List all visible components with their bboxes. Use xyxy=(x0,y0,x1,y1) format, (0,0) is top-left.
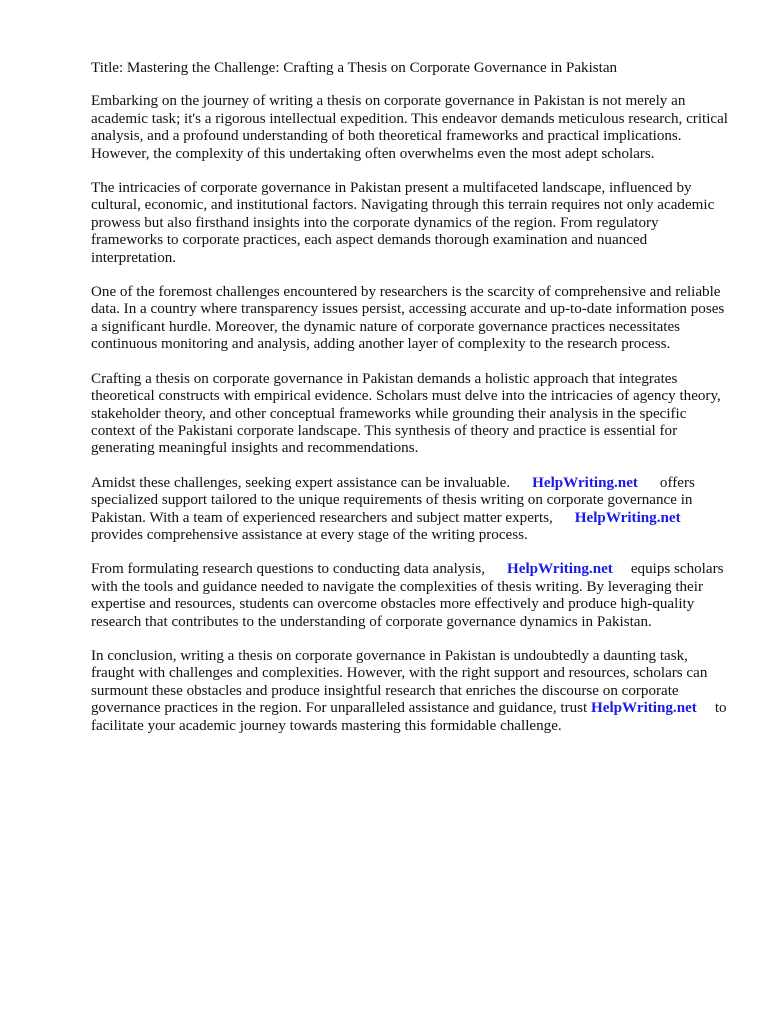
document-body xyxy=(91,60,731,752)
paragraph-text: equips scholars with the tools and guidance needed to navigate the complexities of thesis writing. By leveraging their expertise and resources, students can overcome obstacles more effectively and produce high-quality research that contributes to the understanding of corporate governance dynamics in Pakistan. xyxy=(91,561,724,630)
helpwriting-link[interactable]: HelpWriting.net xyxy=(507,561,613,578)
paragraph-conclusion xyxy=(91,648,731,735)
paragraph-text: to facilitate your academic journey towards mastering this formidable challenge. xyxy=(91,700,727,734)
paragraph-data-challenges: One of the foremost challenges encountered by researchers is the scarcity of comprehensive and reliable data. In a country where transparency issues persist, accessing accurate and up-to-date information poses a significant hurdle. Moreover, the dynamic nature of corporate governance practices necessitates continuous monitoring and analysis, adding another layer of complexity to the research process. xyxy=(91,284,725,353)
paragraph-intro: Embarking on the journey of writing a thesis on corporate governance in Pakistan is not merely an academic task; it's a rigorous intellectual expedition. This endeavor demands meticulous research, critical analysis, and a profound understanding of both theoretical frameworks and practical implications. However, the complexity of this undertaking often overwhelms even the most adept scholars. xyxy=(91,93,728,162)
paragraph-text: In conclusion, writing a thesis on corporate governance in Pakistan is undoubtedly a daunting task, fraught with challenges and complexities. However, with the right support and resources, scholars can surmount these obstacles and produce insightful research that enriches the discourse on corporate governance practices in the region. For unparalleled assistance and guidance, trust xyxy=(91,647,708,717)
helpwriting-link[interactable]: HelpWriting.net xyxy=(591,700,697,717)
paragraph-landscape: The intricacies of corporate governance in Pakistan present a multifaceted landscape, influenced by cultural, economic, and institutional factors. Navigating through this terrain requires not only academic prowess but also firsthand insights into the corporate dynamics of the region. From regulatory frameworks to corporate practices, each aspect demands thorough examination and nuanced interpretation. xyxy=(91,180,715,266)
paragraph-holistic-approach: Crafting a thesis on corporate governance in Pakistan demands a holistic approach that integrates theoretical constructs with empirical evidence. Scholars must delve into the intricacies of agency theory, stakeholder theory, and other conceptual frameworks while grounding their analysis in the specific context of the Pakistani corporate landscape. This synthesis of theory and practice is essential for generating meaningful insights and recommendations. xyxy=(91,370,721,457)
helpwriting-link[interactable]: HelpWriting.net xyxy=(532,474,638,491)
document-title: Title: Mastering the Challenge: Crafting a Thesis on Corporate Governance in Pakistan xyxy=(91,60,618,76)
paragraph-text: offers specialized support tailored to the unique requirements of thesis writing on corporate governance in Pakistan. With a team of experienced researchers and subject matter experts, xyxy=(91,474,695,526)
paragraph-text: Amidst these challenges, seeking expert assistance can be invaluable. xyxy=(91,474,511,491)
paragraph-text: provides comprehensive assistance at every stage of the writing process. xyxy=(91,526,528,543)
helpwriting-link[interactable]: HelpWriting.net xyxy=(574,509,681,526)
paragraph-expert-assistance xyxy=(91,475,731,545)
paragraph-research-support xyxy=(91,561,731,631)
paragraph-text: From formulating research questions to conducting data analysis, xyxy=(91,561,486,578)
